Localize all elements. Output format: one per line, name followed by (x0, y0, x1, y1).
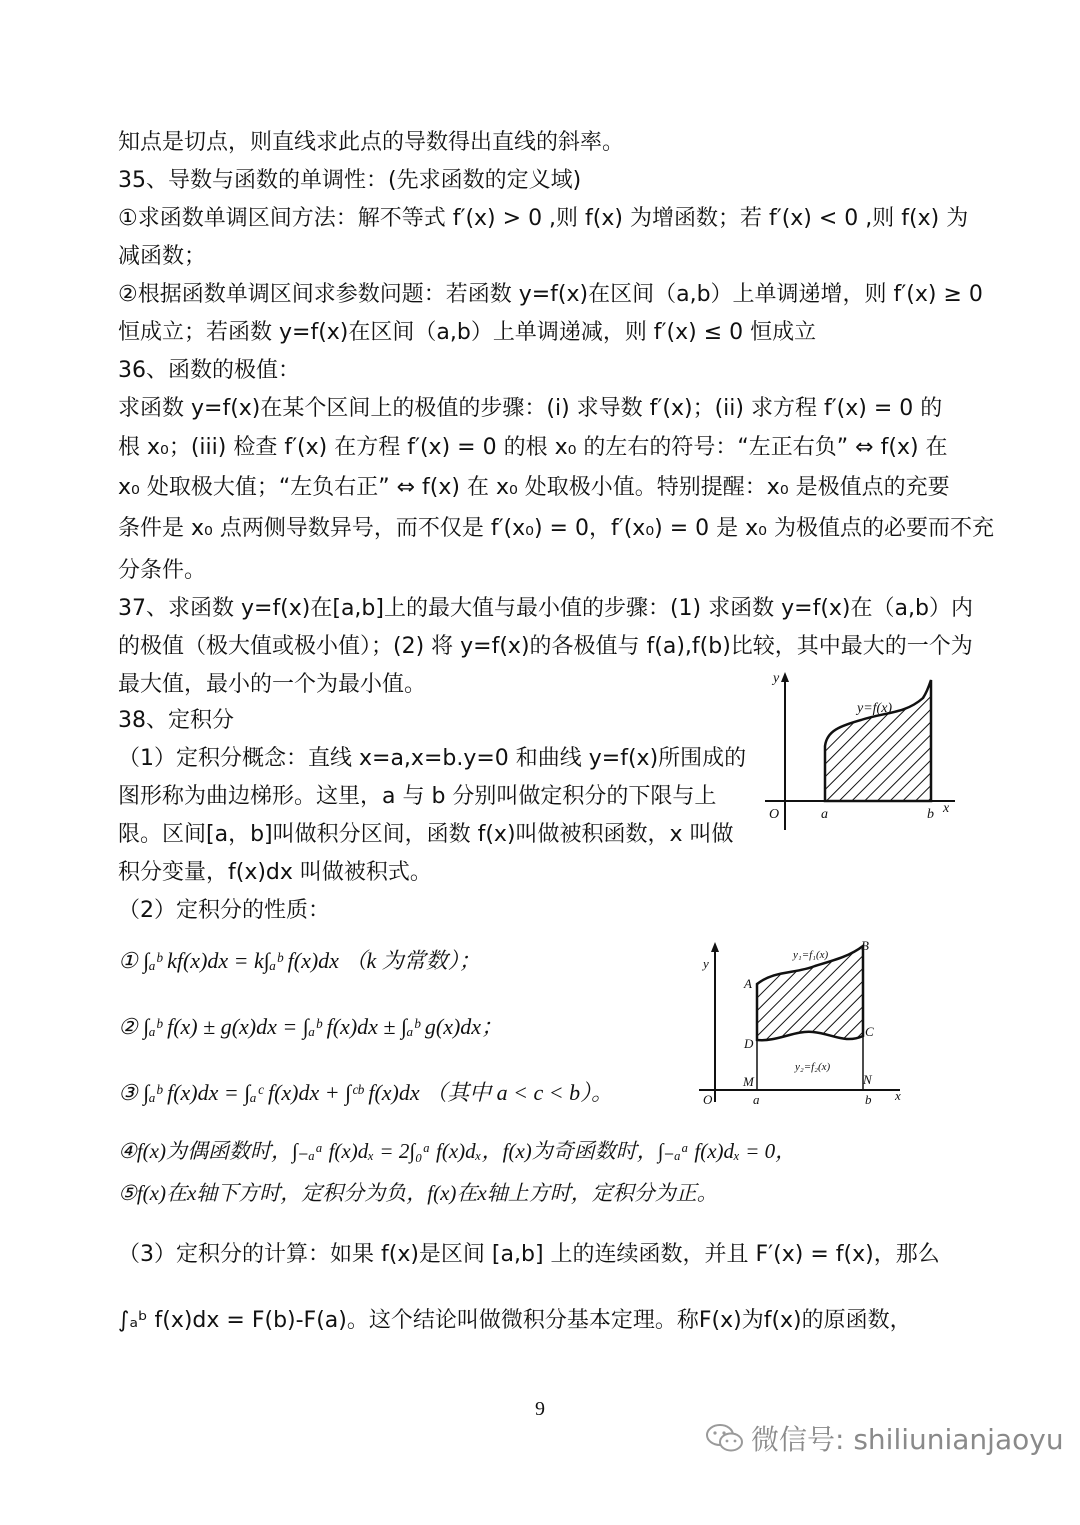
y-label: y (703, 956, 709, 971)
section-38-3-line-a: （3）定积分的计算：如果 f(x)是区间 [a,b] 上的连续函数，并且 F′(x) = f(x)，那么 (118, 1242, 940, 1267)
section-36-line-a: 求函数 y=f(x)在某个区间上的极值的步骤：(i) 求导数 f′(x)；(ii) 求方程 f′(x) = 0 的 (118, 396, 943, 421)
b-label: b (865, 1092, 872, 1107)
section-35-line-a: ①求函数单调区间方法：解不等式 f′(x) > 0 ,则 f(x) 为增函数；若 f′(x) < 0 ,则 f(x) 为 (118, 206, 969, 231)
section-38-2-title: （2）定积分的性质： (118, 898, 330, 923)
x-label: x (943, 801, 950, 816)
section-37-line-b: 的极值（极大值或极小值）；(2) 将 y=f(x)的各极值与 f(a),f(b)比较，其中最大的一个为 (118, 634, 973, 659)
text-line-1: 知点是切点，则直线求此点的导数得出直线的斜率。 (118, 130, 625, 155)
a-label: a (753, 1092, 760, 1107)
section-36-line-d: 条件是 x₀ 点两侧导数异号，而不仅是 f′(x₀) = 0，f′(x₀) = 0 是 x₀ 为极值点的必要而不充 (118, 516, 994, 541)
property-3: ③ ∫ₐᵇ f(x)dx = ∫ₐᶜ f(x)dx + ∫ᶜᵇ f(x)dx （其中 a < c < b）。 (118, 1080, 614, 1105)
y-label: y (773, 671, 780, 686)
section-38-3-line-b: ∫ₐᵇ f(x)dx = F(b)-F(a)。这个结论叫做微积分基本定理。称F(x)为f(x)的原函数， (118, 1308, 912, 1333)
origin-label: O (703, 1092, 713, 1107)
section-35-line-d: 恒成立；若函数 y=f(x)在区间（a,b）上单调递减，则 f′(x) ≤ 0 恒成立 (118, 320, 817, 345)
property-4: ④f(x)为偶函数时，∫₋ₐᵃ f(x)dₓ = 2∫₀ᵃ f(x)dₓ，f(x)为奇函数时，∫₋ₐᵃ f(x)dₓ = 0， (118, 1139, 797, 1163)
watermark (705, 1418, 1064, 1461)
section-35-line-b: 减函数； (118, 244, 207, 269)
page-number: 9 (535, 1398, 545, 1420)
section-38-title: 38、定积分 (118, 708, 234, 733)
b-label: b (927, 807, 934, 822)
point-C-label: C (865, 1024, 874, 1039)
point-M-label: M (743, 1074, 754, 1089)
section-37-line-c: 最大值，最小的一个为最小值。 (118, 672, 427, 697)
section-36-title: 36、函数的极值： (118, 358, 300, 383)
section-38-1-line-a: （1）定积分概念：直线 x=a,x=b.y=0 和曲线 y=f(x)所围成的 (118, 746, 747, 771)
f1-label: y₁=f₁(x) (793, 949, 829, 961)
section-38-1-line-c: 限。区间[a，b]叫做积分区间，函数 f(x)叫做被积函数，x 叫做 (118, 822, 734, 847)
section-38-1-line-d: 积分变量，f(x)dx 叫做被积式。 (118, 860, 432, 885)
property-5: ⑤f(x)在x轴下方时，定积分为负，f(x)在x轴上方时，定积分为正。 (118, 1181, 718, 1205)
origin-label: O (769, 807, 780, 822)
section-35-title: 35、导数与函数的单调性：(先求函数的定义域) (118, 168, 582, 193)
integral-area-figure (755, 668, 965, 838)
wechat-icon (705, 1422, 745, 1461)
section-36-line-c: x₀ 处取极大值；“左负右正” ⇔ f(x) 在 x₀ 处取极小值。特别提醒：x₀ 是极值点的充要 (118, 475, 950, 500)
section-36-line-e: 分条件。 (118, 558, 207, 583)
property-2: ② ∫ₐᵇ f(x) ± g(x)dx = ∫ₐᵇ f(x)dx ± ∫ₐᵇ g(x)dx； (118, 1014, 504, 1039)
watermark-text: 微信号: shiliunianjaoyu (751, 1423, 1064, 1456)
curve-label: y=f(x) (857, 701, 893, 716)
property-1: ① ∫ₐᵇ kf(x)dx = k∫ₐᵇ f(x)dx （k 为常数）； (118, 948, 481, 973)
section-35-line-c: ②根据函数单调区间求参数问题：若函数 y=f(x)在区间（a,b）上单调递增，则 f′(x) ≥ 0 (118, 282, 983, 307)
section-38-1-line-b: 图形称为曲边梯形。这里，a 与 b 分别叫做定积分的下限与上 (118, 784, 717, 809)
y-axis-arrow-icon (781, 672, 789, 682)
a-label: a (821, 807, 828, 822)
x-label: x (895, 1088, 901, 1103)
point-N-label: N (863, 1072, 872, 1087)
point-D-label: D (744, 1036, 754, 1051)
area-between-curves-figure (695, 932, 915, 1112)
section-37-line-a: 37、求函数 y=f(x)在[a,b]上的最大值与最小值的步骤：(1) 求函数 y=f(x)在（a,b）内 (118, 596, 973, 621)
section-36-line-b: 根 x₀；(iii) 检查 f′(x) 在方程 f′(x) = 0 的根 x₀ 的左右的符号：“左正右负” ⇔ f(x) 在 (118, 435, 948, 460)
f2-label: y₂=f₂(x) (795, 1061, 831, 1073)
shaded-region (825, 680, 931, 801)
point-A-label: A (744, 976, 752, 991)
point-B-label: B (861, 938, 869, 953)
y-axis-arrow-icon (711, 942, 719, 952)
